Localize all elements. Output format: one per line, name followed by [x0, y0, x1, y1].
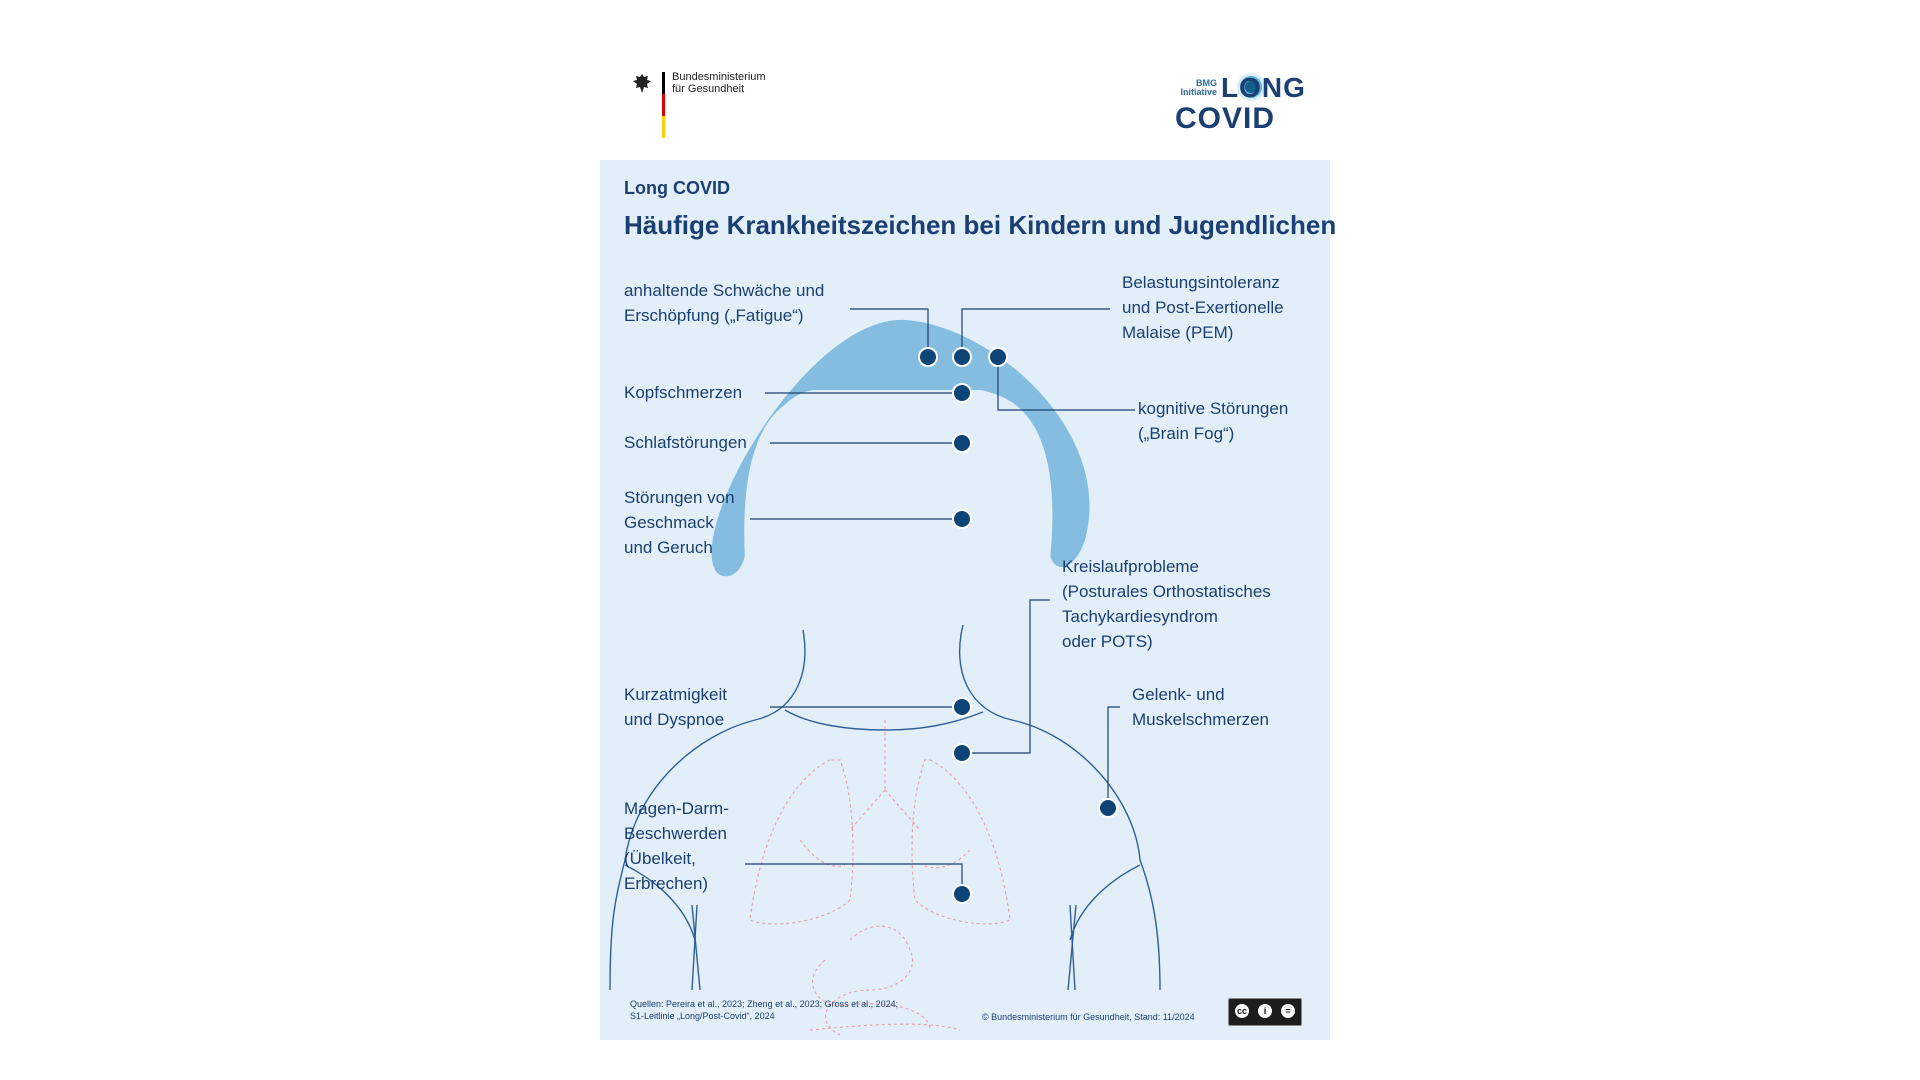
label-headache: Kopfschmerzen: [624, 383, 743, 402]
logo-small-text: [1165, 79, 1217, 97]
marker-sleep: [953, 434, 971, 452]
panel-title: Häufige Krankheitszeichen bei Kindern und Jugendlichen: [624, 210, 1337, 240]
logo-word-long: LONG: [1221, 72, 1306, 103]
nd-icon: =: [1279, 1002, 1297, 1020]
label-sleep: Schlafstörungen: [624, 433, 747, 452]
marker-breath: [953, 698, 971, 716]
label-taste: Störungen von Geschmack und Geruch: [624, 488, 735, 557]
sources-note: [630, 998, 898, 1022]
long-covid-initiative-logo: [1165, 70, 1315, 140]
header: [600, 40, 1330, 160]
marker-taste: [953, 510, 971, 528]
ministry-line1: Bundesministerium: [672, 71, 766, 83]
marker-brainfog: [989, 348, 1007, 366]
marker-joint: [1099, 799, 1117, 817]
panel-kicker: Long COVID: [624, 178, 730, 198]
logo-small-bottom: Initiative: [1180, 87, 1217, 97]
cc-license-badge: [1228, 998, 1302, 1026]
label-fatigue: anhaltende Schwäche und Erschöpfung („Fatigue“): [624, 281, 825, 325]
logo-small-top: BMG: [1196, 78, 1217, 88]
logo-word-covid: COVID: [1175, 102, 1276, 135]
infographic-panel: [600, 160, 1337, 1040]
ministry-line2: für Gesundheit: [672, 83, 745, 95]
federal-eagle-icon: [630, 72, 654, 96]
by-icon: i: [1256, 1002, 1274, 1020]
marker-pem: [953, 348, 971, 366]
label-gi: Magen-Darm- Beschwerden (Übelkeit, Erbrechen): [624, 799, 729, 893]
label-brainfog: kognitive Störungen („Brain Fog“): [1138, 399, 1289, 443]
label-pem: Belastungsintoleranz und Post-Exertionelle Malaise (PEM): [1122, 273, 1284, 342]
marker-fatigue: [919, 348, 937, 366]
label-breath: Kurzatmigkeit und Dyspnoe: [624, 685, 727, 729]
german-flag-bar: [662, 72, 665, 138]
marker-headache: [953, 384, 971, 402]
face-outline: [744, 390, 1052, 680]
label-joint: Gelenk- und Muskelschmerzen: [1132, 685, 1269, 729]
marker-gi: [953, 885, 971, 903]
ministry-name: [672, 71, 766, 95]
marker-circulation: [953, 744, 971, 762]
sources-text: Quellen: Pereira et al., 2023; Zheng et al., 2023; Gross et al., 2024; S1-Leitlinie „Long/Post-Covid“, 2024: [630, 999, 899, 1021]
label-circulation: Kreislaufprobleme (Posturales Orthostatisches Tachykardiesyndrom oder POTS): [1062, 557, 1271, 651]
copyright-text: © Bundesministerium für Gesundheit, Stand: 11/2024: [982, 1012, 1195, 1022]
cc-icon: cc: [1233, 1002, 1251, 1020]
